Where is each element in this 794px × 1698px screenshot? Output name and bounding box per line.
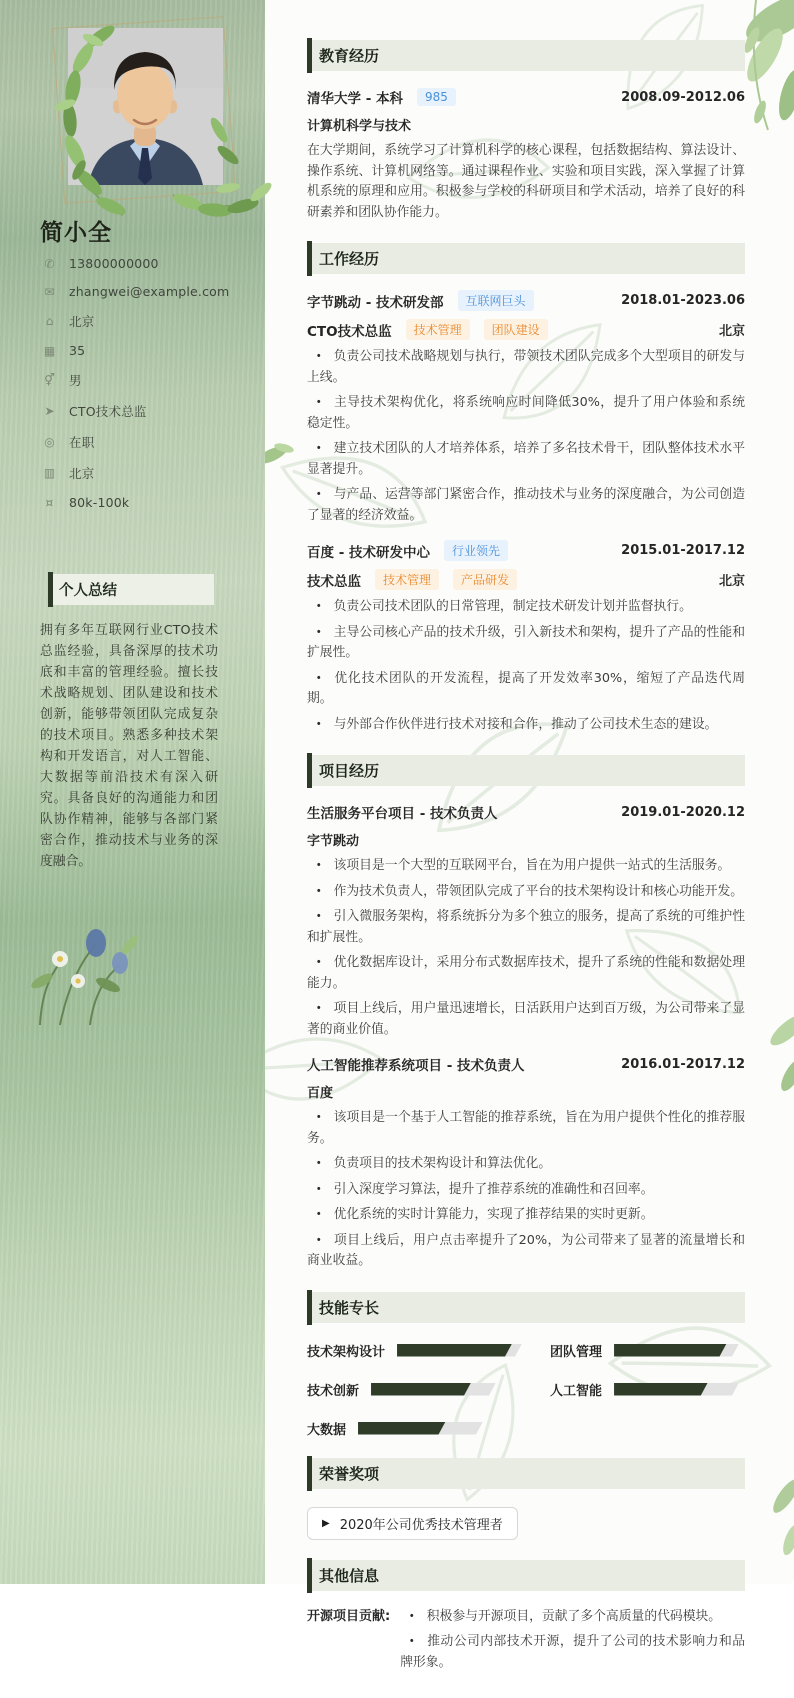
role-tag: 技术管理 [375,569,439,590]
work-location: 北京 [718,574,745,589]
bullet-icon: • [408,1610,416,1623]
company-name: 字节跳动 - 技术研发部 [307,294,444,311]
other-label: 开源项目贡献: [307,1608,391,1624]
corner-foliage [739,0,794,130]
contact-salary [42,495,242,510]
company-name: 百度 - 技术研发中心 [307,544,431,561]
work-bullet: • 优化技术团队的开发流程，提高了开发效率30%，缩短了产品迭代周期。 [307,670,745,706]
skills-grid [307,1339,745,1438]
other-bullet: • 积极参与开源项目，贡献了多个高质量的代码模块。 [408,1608,722,1624]
skill-item [307,1341,522,1360]
project-entry [307,802,745,1040]
bullet-icon: • [315,718,322,731]
contact-value: 80k-100k [69,495,130,510]
skill-bar [371,1383,496,1396]
project-bullet: • 负责项目的技术架构设计和算法优化。 [315,1156,552,1171]
school-badge: 985 [417,88,456,106]
work-bullet: • 负责公司技术团队的日常管理，制定技术研发计划并监督执行。 [315,599,692,614]
project-company: 字节跳动 [307,834,360,849]
project-bullet: • 优化数据库设计，采用分布式数据库技术，提升了系统的性能和数据处理能力。 [307,955,745,991]
role-title: 技术总监 [307,573,361,590]
role-tag: 技术管理 [406,319,470,340]
contact-gender [42,371,242,389]
project-bullet: • 该项目是一个大型的互联网平台，旨在为用户提供一站式的生活服务。 [315,858,731,873]
candidate-name: 简小全 [40,220,112,246]
contact-value: 13800000000 [69,256,159,271]
bullet-icon: • [315,1183,322,1196]
project-bullet: • 引入微服务架构，将系统拆分为多个独立的服务，提高了系统的可维护性和扩展性。 [307,909,745,945]
skill-label: 人工智能 [550,1383,603,1399]
contact-position [42,402,242,420]
skill-item [307,1419,522,1438]
project-bullet: • 该项目是一个基于人工智能的推荐系统，旨在为用户提供个性化的推荐服务。 [307,1110,745,1146]
bullet-icon: • [315,956,322,969]
phone-icon: ✆ [44,256,55,271]
bullet-icon: • [315,1208,322,1221]
bullet-icon: • [408,1635,416,1648]
bullet-icon: • [315,396,322,409]
role-title: CTO技术总监 [307,323,392,340]
role-tag: 团队建设 [484,319,548,340]
contact-value: CTO技术总监 [69,404,147,419]
project-name: 人工智能推荐系统项目 - 技术负责人 [307,1058,525,1074]
bullet-icon: • [315,626,322,639]
home-icon: ⌂ [45,314,54,328]
skill-label: 团队管理 [550,1344,603,1360]
resume-main [307,0,745,1698]
skill-item [550,1380,745,1399]
work-bullet: • 与产品、运营等部门紧密合作，推动技术与业务的深度融合，为公司创造了显著的经济效益。 [307,487,745,523]
bullet-icon: • [315,672,322,685]
work-date: 2015.01-2017.12 [621,543,745,558]
skill-bar [614,1383,739,1396]
role-tag: 产品研发 [453,569,517,590]
project-date: 2019.01-2020.12 [621,804,745,820]
work-bullet: • 主导公司核心产品的技术升级，引入新技术和架构，提升了产品的性能和扩展性。 [307,624,745,660]
work-bullet: • 与外部合作伙伴进行技术对接和合作，推动了公司技术生态的建设。 [315,716,718,732]
contact-list [42,256,242,523]
bullet-icon: • [315,1234,322,1247]
honor-text: 2020年公司优秀技术管理者 [339,1517,503,1533]
project-bullet: • 作为技术负责人，带领团队完成了平台的技术架构设计和核心功能开发。 [315,883,744,899]
bullet-icon: • [315,442,322,455]
skill-label: 大数据 [307,1422,347,1438]
project-entry [307,1054,745,1272]
skill-bar-fill [371,1383,471,1396]
contact-value: 北京 [69,314,95,329]
contact-value: 男 [69,373,82,388]
bullet-icon: • [315,600,322,613]
contact-age [42,343,242,358]
work-header: 工作经历 [307,243,745,274]
status-icon: ◎ [44,435,55,449]
summary-section-header: 个人总结 [48,574,214,605]
section-work [307,243,745,735]
section-education [307,40,745,223]
section-projects [307,755,745,1272]
contact-status [42,433,242,451]
skill-label: 技术架构设计 [307,1344,386,1360]
skill-bar-fill [397,1344,512,1357]
work-date: 2018.01-2023.06 [621,293,745,308]
other-info-row [307,1607,745,1679]
contact-value: zhangwei@example.com [69,284,230,299]
bullet-icon: • [315,1157,322,1170]
bullet-icon: • [315,885,322,898]
project-bullet: • 优化系统的实时计算能力，实现了推荐结果的实时更新。 [315,1207,654,1222]
profile-photo [68,28,223,185]
bullet-icon: • [315,488,322,501]
company-badge: 互联网巨头 [458,290,534,311]
bullet-icon: • [315,1002,322,1015]
contact-city [42,464,242,482]
other-bullets [400,1607,745,1679]
work-entry [307,290,745,526]
work-location: 北京 [718,324,745,339]
gender-icon: ⚥ [44,373,55,387]
bullet-icon: • [315,350,322,363]
sidebar [0,0,265,1584]
honors-header: 荣誉奖项 [307,1458,745,1489]
other-header: 其他信息 [307,1560,745,1591]
age-icon: ▦ [43,343,56,358]
bullet-icon: • [315,859,322,872]
work-bullet: • 主导技术架构优化，将系统响应时间降低30%，提升了用户体验和系统稳定性。 [307,395,745,431]
contact-value: 在职 [69,435,95,450]
school-name: 清华大学 - 本科 [307,91,404,107]
education-date: 2008.09-2012.06 [621,89,745,105]
project-bullet: • 项目上线后，用户点击率提升了20%，为公司带来了显著的流量增长和商业收益。 [307,1232,745,1268]
honor-item[interactable] [307,1507,518,1540]
play-icon: ▶ [322,1517,330,1529]
projects-header: 项目经历 [307,755,745,786]
major-name: 计算机科学与技术 [307,119,412,134]
work-bullet: • 负责公司技术战略规划与执行，带领技术团队完成多个大型项目的研发与上线。 [307,349,745,385]
skill-item [307,1380,522,1399]
company-badge: 行业领先 [444,540,508,561]
skill-label: 技术创新 [307,1383,360,1399]
city-icon: ▥ [43,466,56,480]
project-bullet: • 引入深度学习算法，提升了推荐系统的准确性和召回率。 [315,1181,654,1197]
contact-email [42,284,242,299]
section-other [307,1560,745,1679]
skill-bar [614,1344,739,1357]
position-icon: ➤ [44,404,55,418]
bullet-icon: • [315,1111,322,1124]
summary-text: 拥有多年互联网行业CTO技术总监经验，具备深厚的技术功底和丰富的管理经验。擅长技术战略规划、团队建设和技术创新，能够带领团队完成复杂的技术项目。熟悉多种技术架构和开发语言，对人工智能、大数据等前沿技术有深入研究。具备良好的沟通能力和团队协作精神，能够与各部门紧密合作，推动技术与业务的深度融合。 [40,623,218,869]
skill-bar [358,1422,483,1435]
contact-value: 35 [69,343,86,358]
work-bullet: • 建立技术团队的人才培养体系，培养了多名技术骨干，团队整体技术水平显著提升。 [307,441,745,477]
contact-phone [42,256,242,271]
section-honors [307,1458,745,1540]
skill-bar-fill [614,1383,708,1396]
skill-bar-fill [614,1344,727,1357]
project-name: 生活服务平台项目 - 技术负责人 [307,806,498,822]
contact-location [42,312,242,330]
project-company: 百度 [307,1086,334,1101]
skill-item [550,1341,745,1360]
bullet-icon: • [315,910,322,923]
skills-header: 技能专长 [307,1292,745,1323]
section-skills [307,1292,745,1438]
project-bullet: • 项目上线后，用户量迅速增长，日活跃用户达到百万级，为公司带来了显著的商业价值。 [307,1001,745,1037]
education-entry [307,87,745,223]
other-bullet: • 推动公司内部技术开源，提升了公司的技术影响力和品牌形象。 [400,1634,745,1670]
salary-icon: ¤ [45,495,54,510]
education-description: 在大学期间，系统学习了计算机科学的核心课程，包括数据结构、算法设计、操作系统、计算机网络等。通过课程作业、实验和项目实践，深入掌握了计算机系统的原理和应用。积极参与学校的科研项目和学术活动，培养了良好的科研素养和团队协作能力。 [307,143,745,220]
profile-photo-wrap [68,28,223,185]
skill-bar [397,1344,522,1357]
work-entry [307,540,745,735]
email-icon: ✉ [44,284,55,299]
skill-bar-fill [358,1422,446,1435]
education-header: 教育经历 [307,40,745,71]
contact-value: 北京 [69,466,95,481]
project-date: 2016.01-2017.12 [621,1056,745,1072]
avatar [68,28,223,185]
right-edge-leaves [766,1010,794,1557]
flower-decoration [0,885,220,1025]
